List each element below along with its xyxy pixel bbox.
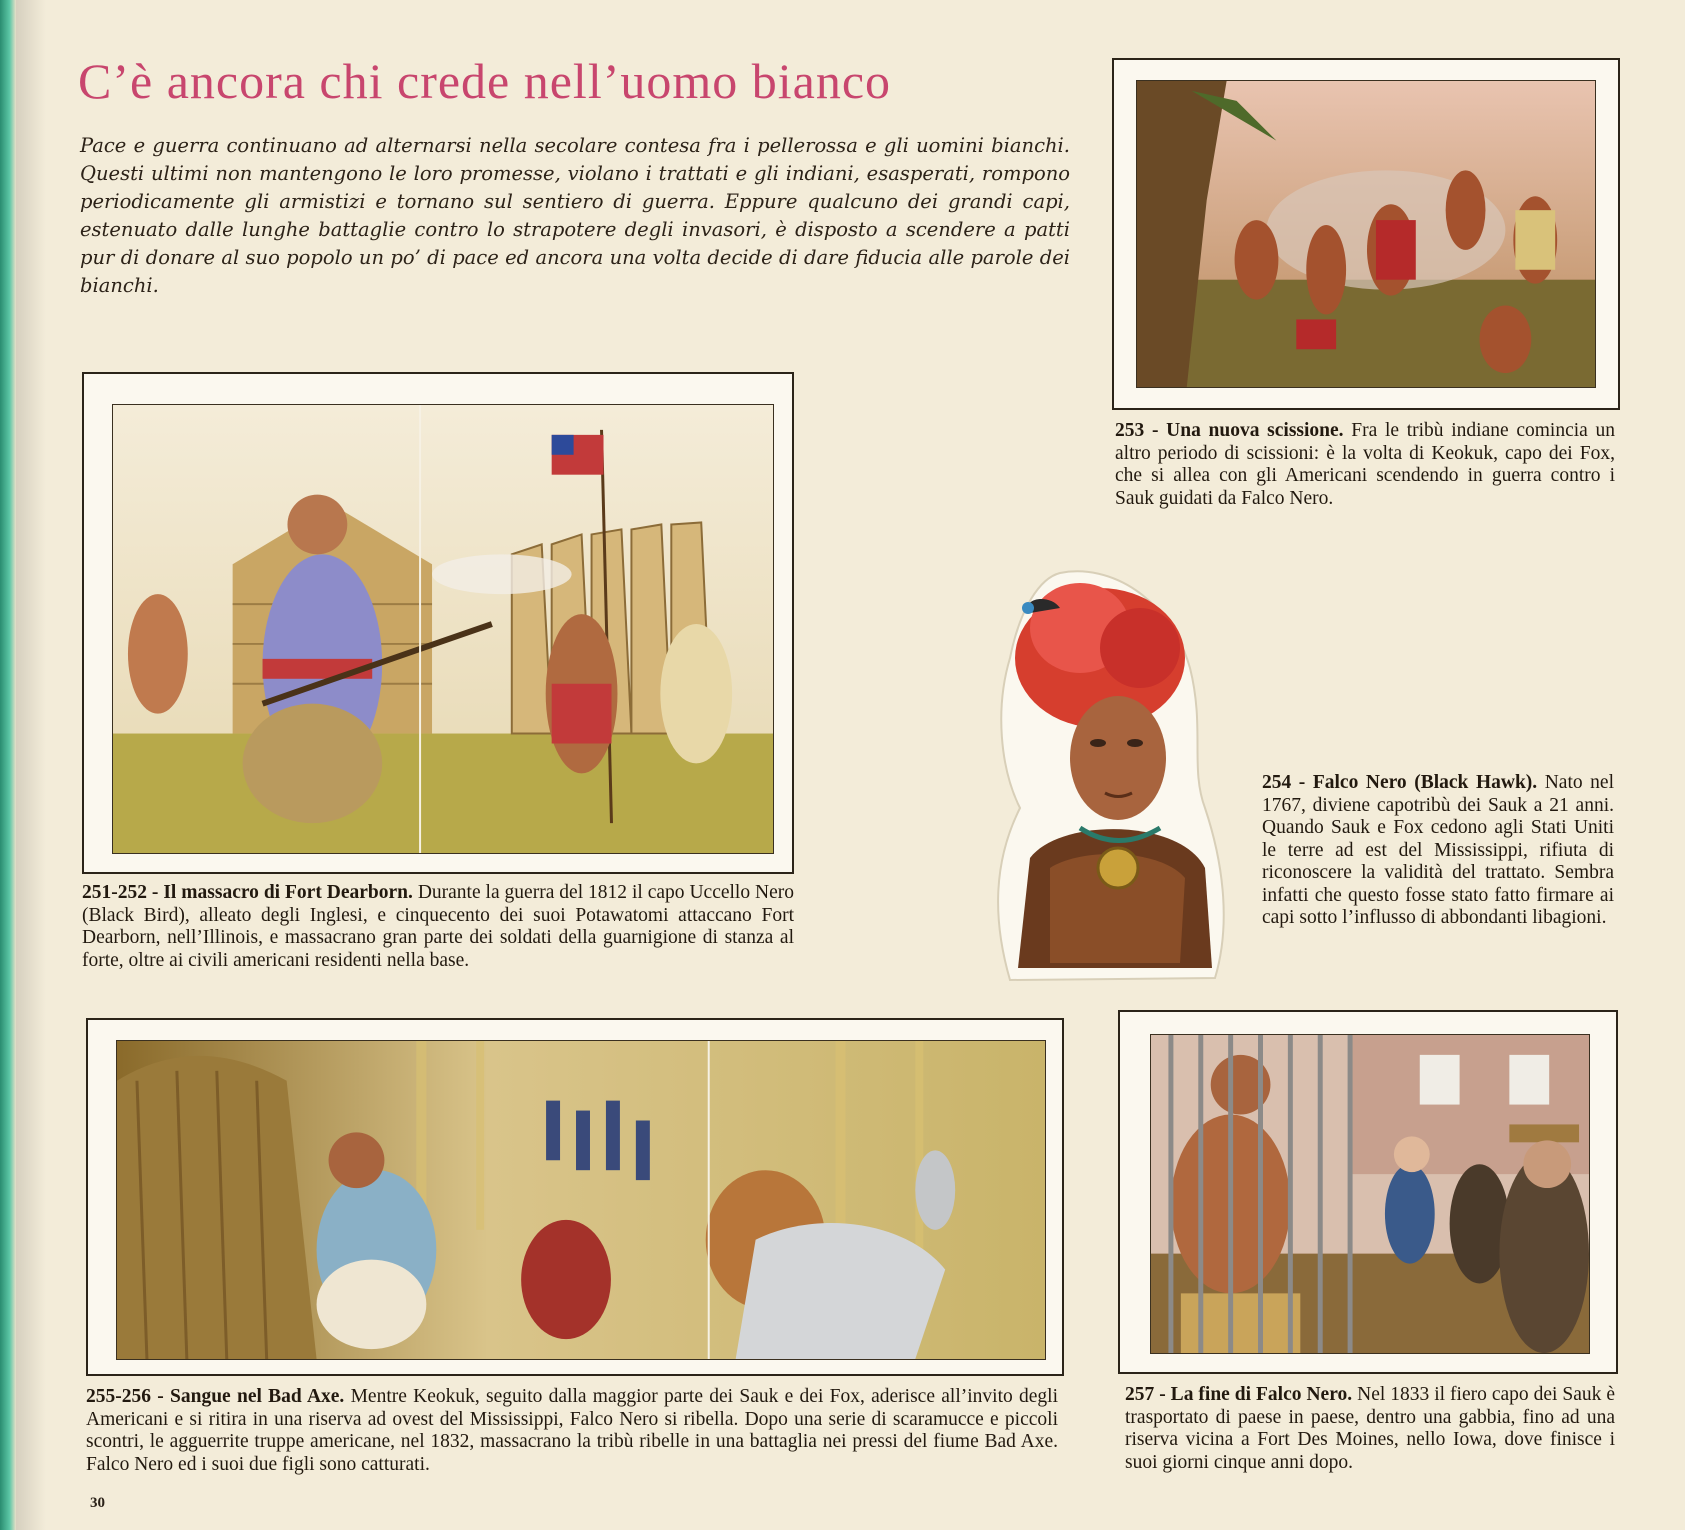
page-gutter-shadow bbox=[16, 0, 46, 1530]
card-255-256-text: Mentre Keokuk, seguito dalla maggior parte dei Sauk e dei Fox, aderisce all’invito degli Americani e si ritira in una riserva ad ovest del Mississippi, Falco Nero si ribella. Dopo una serie di scaramucce e piccoli scontri, le agguerrite truppe americane, nel 1832, massacrano la tribù ribelle in una battaglia nei pressi del fiume Bad Axe. Falco Nero ed i suoi due figli sono catturati. bbox=[86, 1386, 1058, 1475]
album-edge bbox=[0, 0, 16, 1530]
card-257-text: Nel 1833 il fiero capo dei Sauk è trasportato di paese in paese, dentro una gabbia, fino ad una riserva vicina a Fort Des Moines, nello Iowa, dove finisce i suoi giorni cinque anni dopo. bbox=[1125, 1384, 1616, 1473]
card-257-illustration bbox=[1150, 1034, 1590, 1354]
card-251-252-caption bbox=[82, 882, 794, 972]
card-253-illustration bbox=[1136, 80, 1596, 388]
card-254-text: Nato nel 1767, diviene capotribù dei Sauk a 21 anni. Quando Sauk e Fox cedono agli Stati Uniti le terre ad est del Mississippi, rifiuta di riconoscere la validità del trattato. Sembra infatti che questo fosse stato fatto firmare ai capi sotto l’influsso di abbondanti libagioni. bbox=[1262, 772, 1614, 928]
card-255-256-frame bbox=[86, 1018, 1064, 1376]
card-255-256-illustration bbox=[116, 1040, 1046, 1360]
page-title: C’è ancora chi crede nell’uomo bianco bbox=[78, 53, 892, 109]
card-253-number: 253 - Una nuova scissione. bbox=[1115, 420, 1344, 441]
card-251-252-illustration bbox=[112, 404, 774, 854]
card-253-text: Fra le tribù indiane comincia un altro periodo di scissioni: è la volta di Keokuk, capo dei Fox, che si allea con gli Americani scendendo in guerra contro i Sauk guidati da Falco Nero. bbox=[1115, 420, 1616, 509]
card-253-caption bbox=[1115, 420, 1615, 510]
card-254-number: 254 - Falco Nero (Black Hawk). bbox=[1262, 772, 1538, 793]
intro-paragraph: Pace e guerra continuano ad alternarsi nella secolare contesa fra i pellerossa e gli uomini bianchi. Questi ultimi non mantengono le loro promesse, violano i trattati e gli indiani, esasperati, rompono periodicamente gli armistizi e tornano sul sentiero di guerra. Eppure qualcuno dei grandi capi, estenuato dalle lunghe battaglie contro lo strapotere degli invasori, è disposto a scendere a patti pur di donare al suo popolo un po’ di pace ed ancora una volta decide di dare fiducia alle parole dei bianchi. bbox=[80, 134, 1070, 297]
card-257-frame bbox=[1118, 1010, 1618, 1374]
card-255-256-number: 255-256 - Sangue nel Bad Axe. bbox=[86, 1386, 345, 1407]
card-254-caption bbox=[1262, 772, 1614, 930]
page-number: 30 bbox=[90, 1495, 105, 1511]
card-257-number: 257 - La fine di Falco Nero. bbox=[1125, 1384, 1353, 1405]
card-251-252-frame bbox=[82, 372, 794, 874]
card-251-252-text: Durante la guerra del 1812 il capo Uccello Nero (Black Bird), alleato degli Inglesi, e cinquecento dei suoi Potawatomi attaccano Fort Dearborn, nell’Illinois, e massacrano gran parte dei soldati della guarnigione di stanza al forte, oltre ai civili americani residenti nella base. bbox=[82, 882, 795, 971]
card-254-portrait bbox=[990, 568, 1230, 988]
card-255-256-caption bbox=[86, 1386, 1058, 1476]
card-251-252-number: 251-252 - Il massacro di Fort Dearborn. bbox=[82, 882, 413, 903]
card-257-caption bbox=[1125, 1384, 1615, 1474]
card-253-frame bbox=[1112, 58, 1620, 410]
